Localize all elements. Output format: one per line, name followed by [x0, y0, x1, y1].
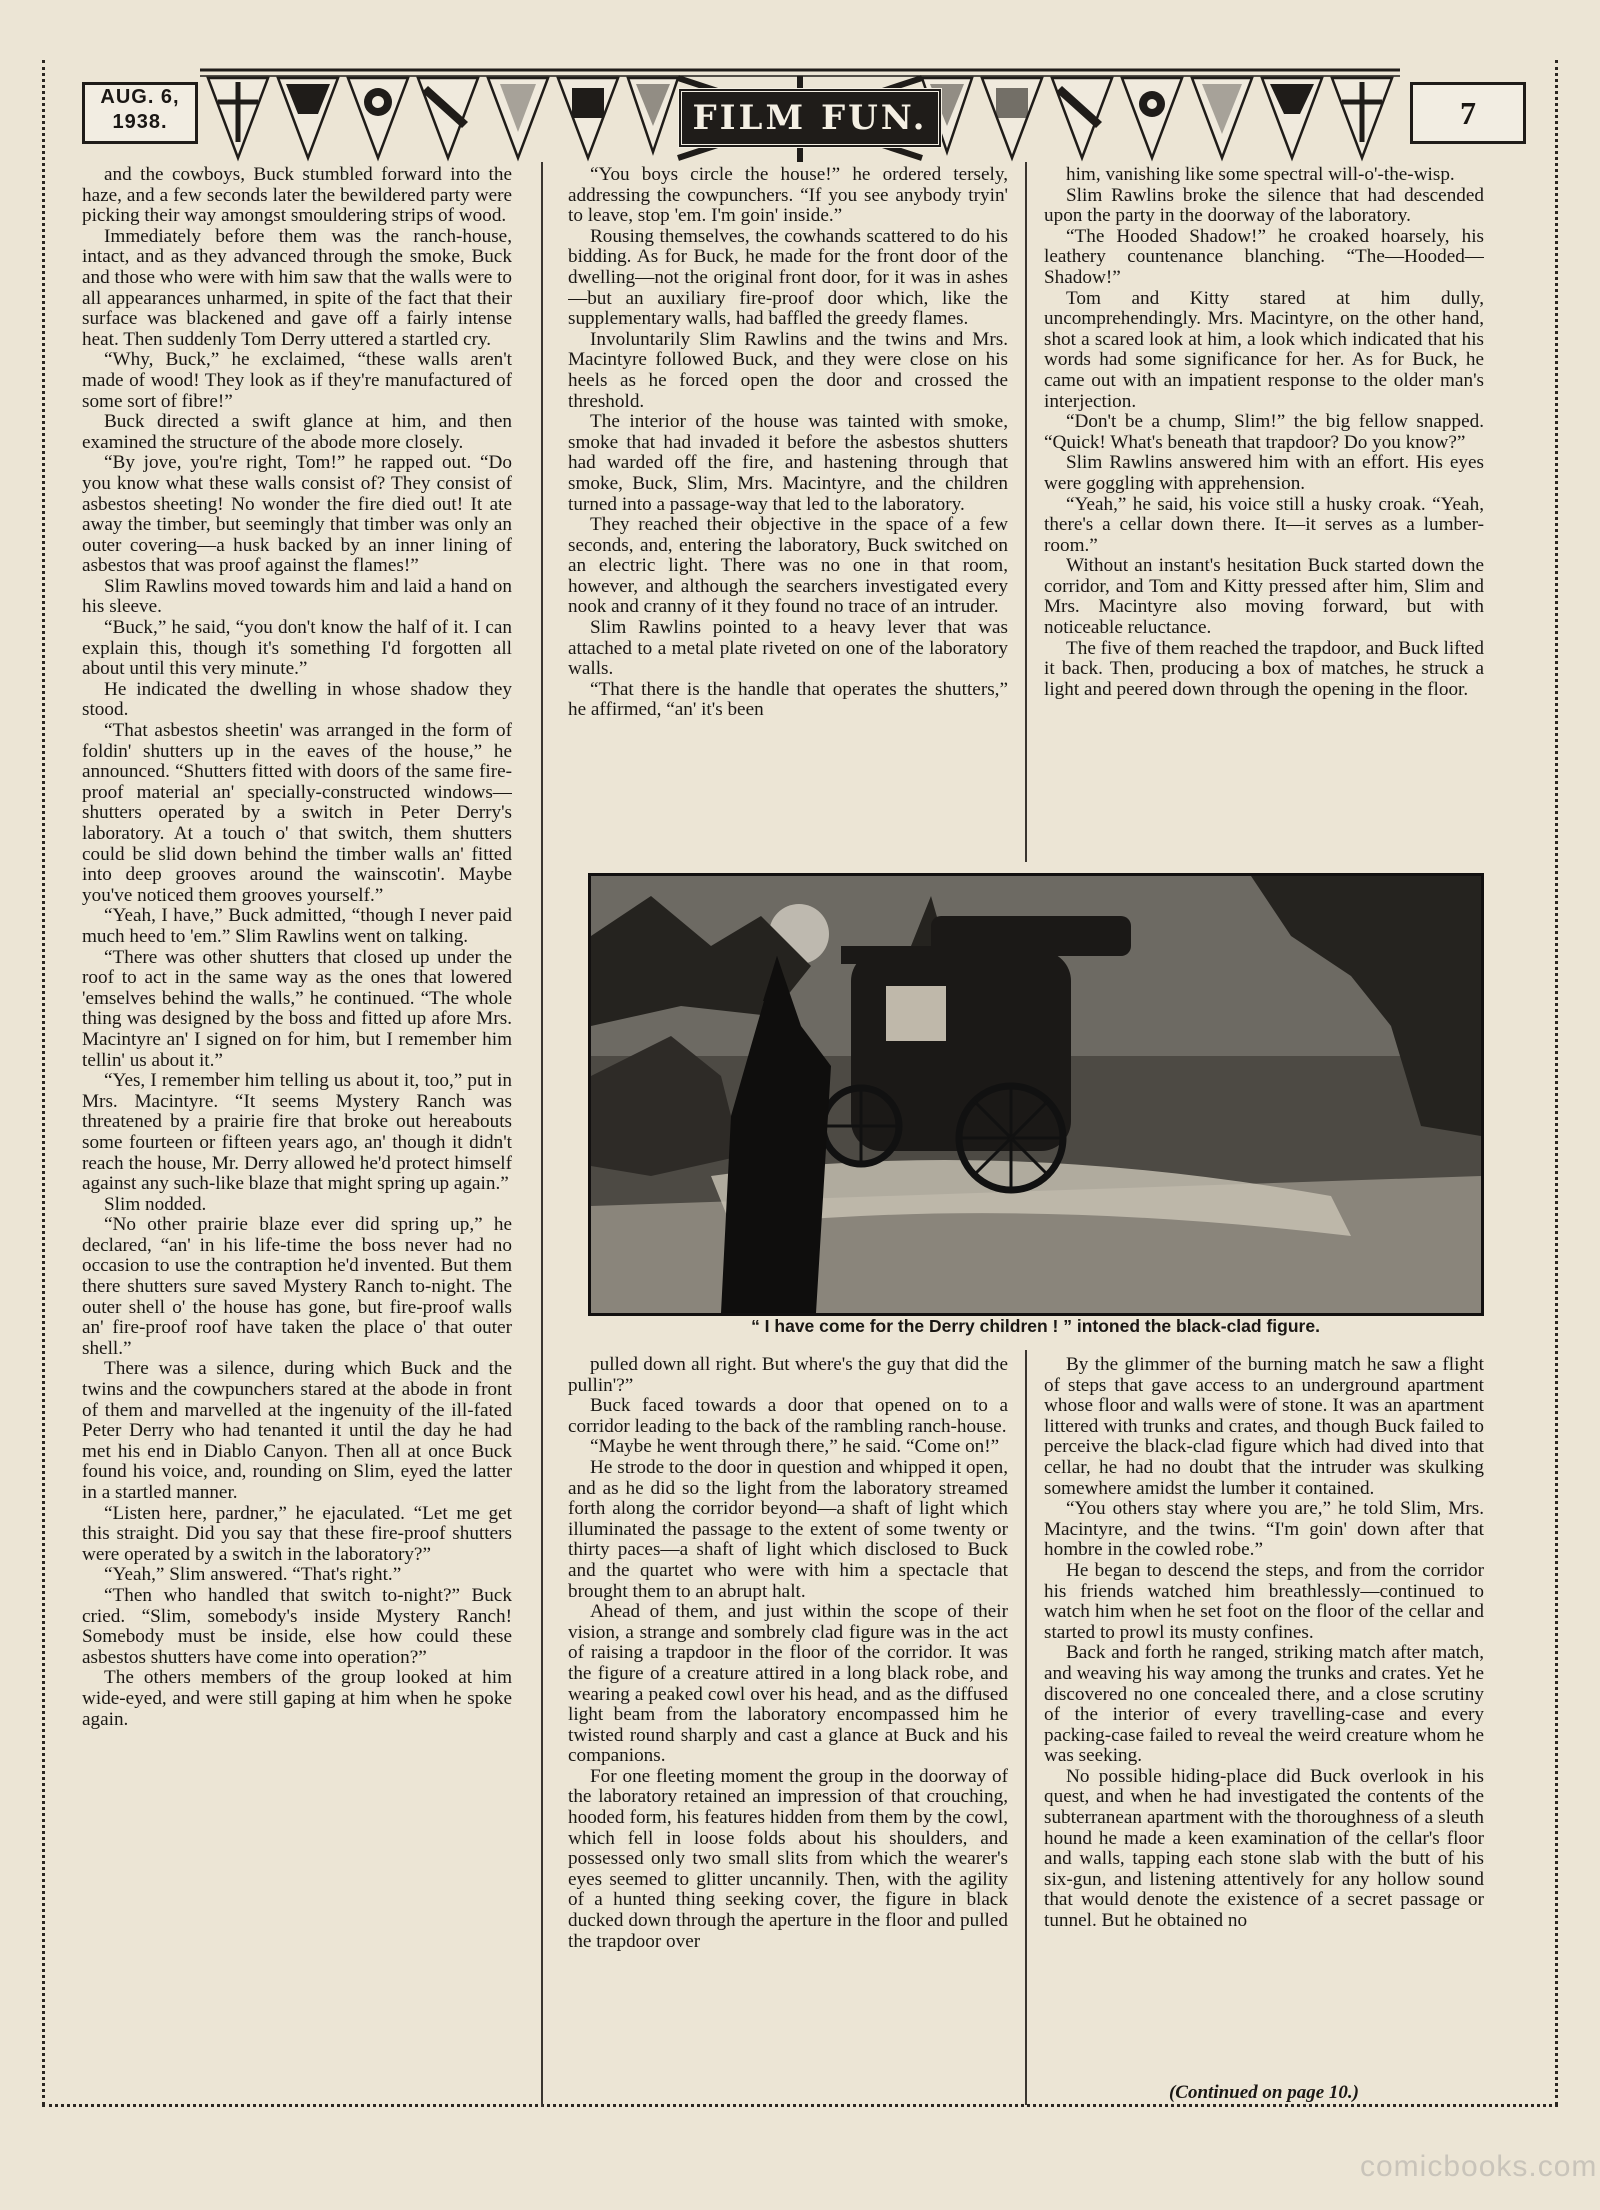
issue-date-line2: 1938. — [112, 111, 168, 133]
page-number: 7 — [1410, 82, 1526, 144]
paragraph: “Yeah, I have,” Buck admitted, “though I never paid much heed to 'em.” Slim Rawlins went on talking. — [82, 905, 512, 947]
illustration-caption: “ I have come for the Derry children ! ” intoned the black-clad figure. — [751, 1316, 1320, 1336]
paragraph: “Yeah,” he said, his voice still a husky croak. “Yeah, there's a cellar down there. It—it serves as a lumber-room.” — [1044, 493, 1484, 556]
issue-date — [82, 82, 198, 144]
paragraph: pulled down all right. But where's the guy that did the pullin'?” — [568, 1355, 1008, 1396]
column-rule — [1025, 162, 1027, 862]
paragraph: and the cowboys, Buck stumbled forward into the haze, and a few seconds later the bewildered party were picking their way amongst smouldering strips of wood. — [82, 165, 512, 227]
paragraph: Involuntarily Slim Rawlins and the twins and Mrs. Macintyre followed Buck, and they were close on his heels as he forced open the door and crossed the threshold. — [568, 328, 1008, 412]
paragraph: By the glimmer of the burning match he saw a flight of steps that gave access to an underground apartment whose floor and walls were of stone. It was an apartment littered with trunks and crates, and though Buck failed to perceive the black-clad figure which had dived into that cellar, he had no doubt that the intruder was skulking somewhere amidst the lumber it contained. — [1044, 1355, 1484, 1499]
paragraph: “Maybe he went through there,” he said. “Come on!” — [590, 1436, 1000, 1458]
continued-notice: (Continued on page 10.) — [1168, 2082, 1360, 2103]
paragraph: There was a silence, during which Buck and the twins and the cowpunchers stared at the abode in front of them and marvelled at the ingenuity of the ill-fated Peter Derry who had tenanted it until the day he had met his end in Diablo Canyon. Then all at once Buck found his voice, and, rounding on Slim, eyed the latter in a startled manner. — [82, 1358, 512, 1503]
paragraph: “There was other shutters that closed up under the roof to act in the same way as the ones that lowered 'emselves behind the walls,” he continued. “The whole thing was designed by the boss and fitted up afore Mrs. Macintyre an' I signed on for him, but I remember him tellin' us about it.” — [82, 946, 512, 1071]
paragraph: No possible hiding-place did Buck overlook in his quest, and when he had investigated the contents of the subterranean apartment with the thoroughness of a sleuth hound he made a keen examination of the cellar's floor and walls, tapping each stone slab with the butt of his six-gun, and listening attentively for any hollow sound that would denote the existence of a secret passage or tunnel. But he obtained no — [1044, 1765, 1484, 1932]
watermark: comicbooks.com — [1360, 2150, 1598, 2183]
story-illustration — [588, 873, 1484, 1316]
paragraph: Slim Rawlins answered him with an effort. His eyes were goggling with apprehension. — [1044, 452, 1484, 494]
paragraph: Buck directed a swift glance at him, and then examined the structure of the abode more closely. — [82, 411, 512, 453]
paragraph: “You boys circle the house!” he ordered tersely, addressing the cowpunchers. “If you see anybody tryin' to leave, stop 'em. I'm goin' inside.” — [568, 165, 1008, 227]
hooded-figure-stagecoach-image — [591, 876, 1481, 1313]
story-column-2-bottom — [568, 1355, 1008, 2105]
issue-date-line1: AUG. 6, — [100, 86, 180, 108]
paragraph: “Why, Buck,” he exclaimed, “these walls aren't made of wood! They look as if they're manufactured of some sort of fibre!” — [82, 349, 512, 412]
paragraph: He began to descend the steps, and from the corridor his friends watched him breathlessly—continued to watch him when he set foot on the floor of the cellar and started to prowl its musty confines. — [1044, 1559, 1484, 1643]
paragraph: Buck faced towards a door that opened on to a corridor leading to the back of the rambling ranch-house. — [568, 1395, 1008, 1437]
paragraph: For one fleeting moment the group in the doorway of the laboratory retained an impression of that crouching, hooded form, his features hidden from them by the cowl, which fell in loose folds about his shoulders, and possessed only two small slits from which the wearer's eyes seemed to glitter uncannily. Then, with the agility of a hunted thing seeking cover, the figure in black ducked down through the aperture in the floor and pulled the trapdoor over — [568, 1765, 1008, 1952]
paragraph: “Yes, I remember him telling us about it, too,” put in Mrs. Macintyre. “It seems Mystery Ranch was threatened by a prairie fire that broke out hereabouts some fourteen or fifteen years ago, an' though it didn't reach the house, Mr. Derry allowed he'd protect himself against any such-like blaze that might spring up again.” — [82, 1070, 512, 1195]
paragraph: Slim Rawlins broke the silence that had descended upon the party in the doorway of the laboratory. — [1044, 184, 1484, 227]
page-border-right — [1555, 60, 1558, 2105]
paragraph: “That asbestos sheetin' was arranged in the form of foldin' shutters up in the eaves of the house,” he announced. “Shutters fitted with doors of the same fire-proof material an' specially-constructed windows—shutters operated by a switch in Peter Derry's laboratory. At a touch o' that switch, them shutters could be slid down behind the timber walls an' fitted into deep grooves around the wainscotin'. Maybe you've noticed them grooves yourself.” — [82, 720, 512, 906]
paragraph: He strode to the door in question and whipped it open, and as he did so the light from the laboratory streamed forth along the corridor beyond—a shaft of light which illuminated the passage to the extent of some twenty or thirty paces—a shaft of light which disclosed to Buck and the quartet who were with him a spectacle that brought them to an abrupt halt. — [568, 1456, 1008, 1602]
paragraph: Slim Rawlins pointed to a heavy lever that was attached to a metal plate riveted on one of the laboratory walls. — [568, 617, 1008, 680]
paragraph: “You others stay where you are,” he told Slim, Mrs. Macintyre, and the twins. “I'm goin' down after that hombre in the cowled robe.” — [1044, 1498, 1484, 1561]
paragraph: Slim nodded. — [104, 1193, 207, 1215]
paragraph: Ahead of them, and just within the scope of their vision, a strange and sombrely clad figure was in the act of raising a trapdoor in the floor of the corridor. It was the figure of a creature attired in a long black robe, and wearing a peaked cowl over his head, and as the diffused light beam from the laboratory encompassed him he twisted round sharply and cast a glance at Buck and his companions. — [568, 1601, 1008, 1767]
paragraph: “Yeah,” Slim answered. “That's right.” — [104, 1564, 402, 1586]
paragraph: They reached their objective in the space of a few seconds, and, entering the laboratory, Buck switched on an electric light. There was no one in that room, however, and although the searchers investigated every nook and cranny of it they found no trace of an intruder. — [568, 514, 1008, 618]
paragraph: him, vanishing like some spectral will-o'-the-wisp. — [1066, 165, 1455, 185]
paragraph: Rousing themselves, the cowhands scattered to do his bidding. As for Buck, he made for the front door of the dwelling—not the original front door, for it was in ashes—but an auxiliary fire-proof door which, like the supplementary walls, had baffled the greedy flames. — [568, 225, 1008, 330]
paragraph: “The Hooded Shadow!” he croaked hoarsely, his leathery countenance blanching. “The—Hooded—Shadow!” — [1044, 225, 1484, 288]
column-rule — [1025, 1350, 1027, 2105]
paragraph: Slim Rawlins moved towards him and laid a hand on his sleeve. — [82, 575, 512, 618]
page-border-left — [42, 60, 45, 2105]
paragraph: The five of them reached the trapdoor, and Buck lifted it back. Then, producing a box of matches, he struck a light and peered down through the opening in the floor. — [1044, 637, 1484, 700]
column-rule — [541, 162, 543, 2107]
story-column-1 — [82, 165, 512, 2100]
story-column-3-bottom — [1044, 1355, 1484, 2080]
paragraph: “By jove, you're right, Tom!” he rapped out. “Do you know what these walls consist of? They consist of asbestos sheeting! No wonder the fire died out! It ate away the timber, but seemingly that timber was only an outer covering—a husk backed by an inner lining of asbestos that was proof against the flames!” — [82, 452, 512, 577]
paragraph: “Don't be a chump, Slim!” the big fellow snapped. “Quick! What's beneath that trapdoor? Do you know?” — [1044, 411, 1484, 453]
paragraph: The others members of the group looked at him wide-eyed, and were still gaping at him when he spoke again. — [82, 1667, 512, 1730]
story-column-3-top — [1044, 165, 1484, 855]
paragraph: Tom and Kitty stared at him dully, uncomprehendingly. Mrs. Macintyre, on the other hand, shot a scared look at him, a look which indicated that his words had some significance for her. As for Buck, he came out with an impatient response to the older man's interjection. — [1044, 287, 1484, 412]
paragraph: The interior of the house was tainted with smoke, smoke that had invaded it before the asbestos shutters had warded off the fire, and hastening through that smoke, Buck, Slim, Mrs. Macintyre, and the children turned into a passage-way that led to the laboratory. — [568, 411, 1008, 515]
story-column-2-top — [568, 165, 1008, 855]
masthead — [70, 62, 1540, 172]
paragraph: “No other prairie blaze ever did spring up,” he declared, “an' in his life-time the boss never had no occasion to use the contraption he'd invented. But them there shutters sure saved Mystery Ranch to-night. The outer shell o' the house has gone, but fire-proof walls an' fire-proof roof have taken the place o' that outer shell.” — [82, 1214, 512, 1359]
paragraph: “Buck,” he said, “you don't know the half of it. I can explain this, though it's something I'd forgotten all about until this very minute.” — [82, 617, 512, 680]
paragraph: “That there is the handle that operates the shutters,” he affirmed, “an' it's been — [568, 678, 1008, 721]
paragraph: Immediately before them was the ranch-house, intact, and as they advanced through the smoke, Buck and those who were with him saw that the walls were to all appearances unharmed, in spite of the fact that their surface was blackened and gave off a fairly intense heat. Then suddenly Tom Derry uttered a startled cry. — [82, 225, 512, 350]
paragraph: He indicated the dwelling in whose shadow they stood. — [82, 678, 512, 721]
paragraph: Back and forth he ranged, striking match after match, and weaving his way among the trunks and crates. Yet he discovered no one concealed there, and a close scrutiny of the interior of every travelling-case and every packing-case failed to reveal the weird creature whom he was seeking. — [1044, 1642, 1484, 1767]
paragraph: “Listen here, pardner,” he ejaculated. “Let me get this straight. Did you say that these fire-proof shutters were operated by a switch in the laboratory?” — [82, 1502, 512, 1565]
paragraph: “Then who handled that switch to-night?” Buck cried. “Slim, somebody's inside Mystery Ranch! Somebody must be inside, else how could these asbestos shutters have come into operation?” — [82, 1584, 512, 1668]
paragraph: Without an instant's hesitation Buck started down the corridor, and Tom and Kitty pressed after him, Slim and Mrs. Macintyre also moving forward, but with noticeable reluctance. — [1044, 555, 1484, 639]
magazine-title: FILM FUN. — [678, 88, 942, 148]
